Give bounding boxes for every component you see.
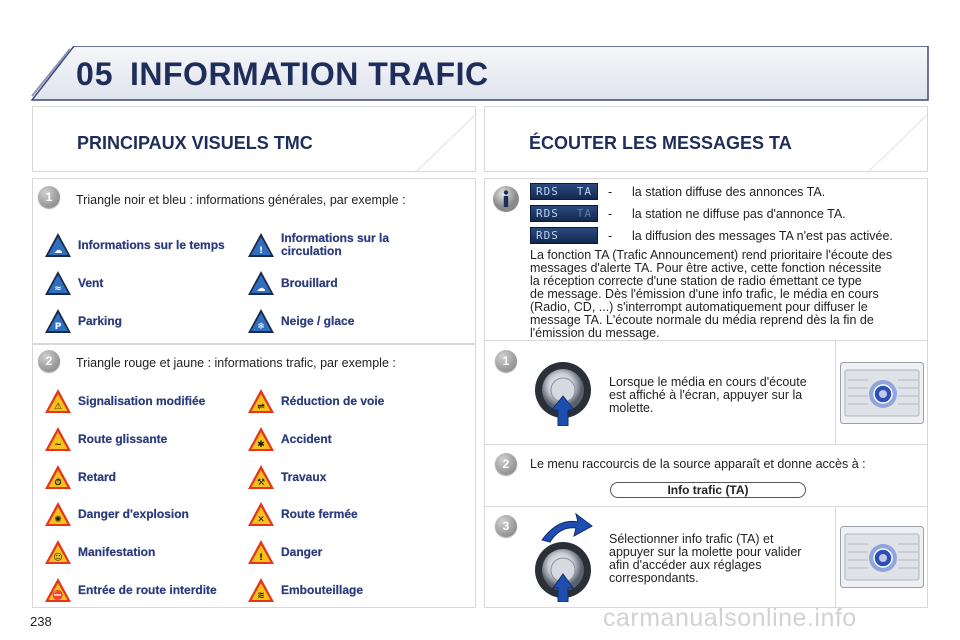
no-entry-icon: [44, 577, 72, 603]
explosion-danger-icon: [44, 501, 72, 527]
tmc-item-label: Route glissante: [78, 431, 168, 446]
svg-text:!: !: [258, 553, 264, 563]
rds-display-badge: RDS TA: [530, 183, 598, 200]
paragraph-line: de message. Dès l'émission d'une info trafic, le média en cours: [530, 287, 879, 301]
svg-text:✺: ✺: [54, 515, 62, 525]
divider: [484, 506, 928, 507]
knob-rotate-press-icon: [528, 512, 604, 602]
paragraph-line: (Radio, CD, ...) s'interrompt automatiquement pour diffuser le: [530, 300, 868, 314]
tmc-item-label: Route fermée: [281, 506, 358, 521]
tmc-item: [44, 577, 217, 603]
step-badge-2: 2: [495, 453, 517, 475]
traffic-info-icon: [247, 232, 275, 258]
tmc-item-label: Informations sur la circulation: [281, 231, 390, 258]
tmc-item: [247, 577, 363, 603]
svg-text:✕: ✕: [257, 515, 265, 525]
weather-warning-icon: [44, 232, 72, 258]
paragraph-line: la réception correcte d'une station de radio émettant ce type: [530, 274, 862, 288]
tmc-item: [247, 501, 358, 527]
svg-text:P: P: [54, 322, 62, 332]
tmc-item: [44, 388, 205, 414]
tmc-item: [44, 270, 103, 296]
tmc-item: [247, 539, 322, 565]
tmc-item: [247, 388, 384, 414]
tmc-item-label: Brouillard: [281, 275, 338, 290]
svg-text:☺: ☺: [53, 553, 63, 563]
tmc-item-label: Retard: [78, 469, 117, 484]
svg-text:!: !: [258, 246, 264, 256]
paragraph-line: message TA. L'écoute normale du média reprend dès la fin de: [530, 313, 874, 327]
tmc-item-label: Danger: [281, 544, 323, 559]
step-badge-1: 1: [495, 350, 517, 372]
section2-intro: Triangle rouge et jaune : informations trafic, par exemple :: [76, 356, 396, 370]
rds-display-badge: RDS: [530, 227, 598, 244]
step1-text: Lorsque le média en cours d'écoute est affiché à l'écran, appuyer sur la molette.: [609, 375, 807, 415]
svg-text:~: ~: [54, 440, 62, 450]
step2-text: Le menu raccourcis de la source apparaît et donne accès à :: [530, 457, 866, 471]
step-badge-2: 2: [38, 350, 60, 372]
ta-description: [530, 249, 892, 340]
tmc-item: [247, 426, 332, 452]
step3-text: Sélectionner info trafic (TA) et appuyer sur la molette pour valider afin d'accéder aux réglages correspondants.: [609, 532, 802, 585]
radio-front-panel-image: [840, 362, 924, 424]
accident-icon: [247, 426, 275, 452]
tmc-item-label: Travaux: [281, 469, 327, 484]
snow-ice-warning-icon: [247, 308, 275, 334]
tmc-item: [247, 232, 411, 258]
sign-changed-icon: [44, 388, 72, 414]
tmc-item: [44, 308, 122, 334]
parking-info-icon: [44, 308, 72, 334]
tmc-item: [44, 539, 155, 565]
chapter-title: INFORMATION TRAFIC: [130, 56, 489, 92]
svg-text:☁: ☁: [256, 284, 266, 294]
tmc-item-label: Manifestation: [78, 544, 156, 559]
svg-text:⏱: ⏱: [54, 478, 62, 488]
rds-status-text: la diffusion des messages TA n'est pas activée.: [632, 229, 893, 243]
left-panel-header: [32, 106, 476, 172]
wind-warning-icon: [44, 270, 72, 296]
tmc-item-label: Vent: [78, 275, 104, 290]
svg-text:⇌: ⇌: [257, 402, 265, 412]
road-closed-icon: [247, 501, 275, 527]
section1-intro: Triangle noir et bleu : informations générales, par exemple :: [76, 193, 406, 207]
danger-icon: [247, 539, 275, 565]
tmc-item: [44, 501, 189, 527]
svg-text:≈: ≈: [54, 284, 62, 294]
list-dash: -: [608, 185, 613, 199]
right-panel-header: [484, 106, 928, 172]
tmc-item: [247, 308, 354, 334]
svg-text:❄: ❄: [257, 322, 265, 332]
demonstration-icon: [44, 539, 72, 565]
info-icon: [492, 185, 520, 213]
step-badge-3: 3: [495, 515, 517, 537]
divider: [835, 506, 836, 608]
tmc-item-label: Parking: [78, 313, 123, 328]
fog-warning-icon: [247, 270, 275, 296]
divider: [484, 444, 928, 445]
tmc-item-label: Embouteillage: [281, 582, 364, 597]
list-dash: -: [608, 229, 613, 243]
svg-text:☁: ☁: [53, 246, 63, 256]
right-panel-title: ÉCOUTER LES MESSAGES TA: [529, 133, 792, 153]
slippery-road-icon: [44, 426, 72, 452]
tmc-item: [247, 464, 326, 490]
divider: [835, 340, 836, 444]
tmc-item: [44, 426, 167, 452]
step-badge-1: 1: [38, 186, 60, 208]
menu-option-info-trafic[interactable]: Info trafic (TA): [610, 482, 806, 498]
svg-text:≋: ≋: [257, 591, 265, 601]
page-number: 238: [30, 614, 52, 629]
paragraph-line: messages d'alerte TA. Pour être active, cette fonction nécessite: [530, 261, 882, 275]
svg-text:⚒: ⚒: [256, 478, 266, 488]
tmc-item-label: Danger d'explosion: [78, 506, 189, 521]
knob-press-icon: [530, 360, 596, 426]
rds-status-text: la station diffuse des annonces TA.: [632, 185, 826, 199]
svg-text:⚠: ⚠: [53, 402, 63, 412]
roadworks-icon: [247, 464, 275, 490]
traffic-jam-icon: [247, 577, 275, 603]
rds-status-text: la station ne diffuse pas d'annonce TA.: [632, 207, 846, 221]
svg-text:⛔: ⛔: [52, 591, 64, 601]
tmc-item-label: Informations sur le temps: [78, 237, 225, 252]
divider: [484, 340, 928, 341]
tmc-item: [247, 270, 338, 296]
tmc-item-label: Accident: [281, 431, 332, 446]
radio-front-panel-image: [840, 526, 924, 588]
left-panel-title: PRINCIPAUX VISUELS TMC: [77, 133, 313, 153]
paragraph-line: La fonction TA (Trafic Announcement) rend prioritaire l'écoute des: [530, 248, 893, 262]
rds-display-badge: RDS TA: [530, 205, 598, 222]
chapter-number: 05: [76, 56, 114, 92]
tmc-item: [44, 464, 116, 490]
paragraph-line: l'émission du message.: [530, 326, 660, 340]
svg-text:✱: ✱: [257, 440, 265, 450]
list-dash: -: [608, 207, 613, 221]
tmc-item-label: Entrée de route interdite: [78, 582, 217, 597]
tmc-item-label: Signalisation modifiée: [78, 393, 206, 408]
tmc-item-label: Neige / glace: [281, 313, 355, 328]
lane-reduction-icon: [247, 388, 275, 414]
watermark: carmanualsonline.info: [603, 604, 857, 632]
tmc-item: [44, 232, 225, 258]
tmc-item-label: Réduction de voie: [281, 393, 385, 408]
delay-icon: [44, 464, 72, 490]
